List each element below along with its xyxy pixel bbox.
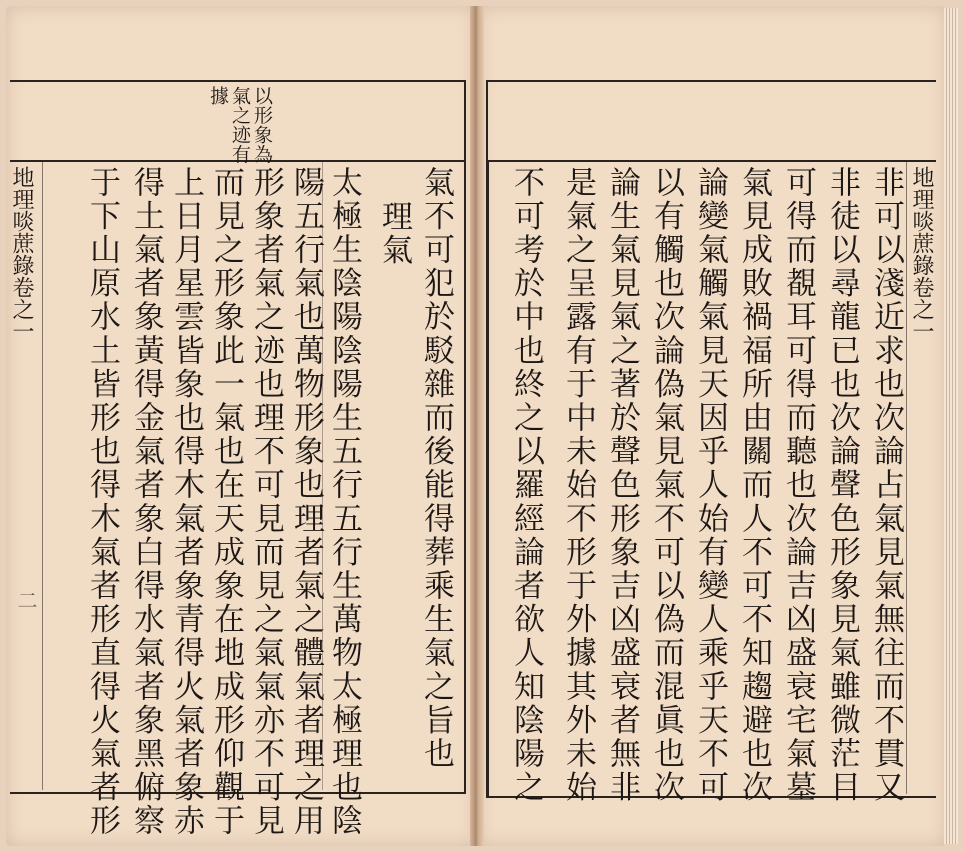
right-text-column-4: 氣見成敗禍福所由關而人不可不知趨避也次 (736, 166, 772, 805)
left-text-column-4: 陽五行氣也萬物形象也理者氣之體氣者理之用 (288, 166, 324, 838)
right-text-column-5: 論變氣觸氣見天因乎人始有變人乘乎天不可 (692, 166, 728, 805)
left-text-column-3: 太極生陰陽陰陽生五行五行生萬物太極理也陰 (326, 166, 362, 838)
right-text-column-9: 不可考於中也終之以羅經論者欲人知陰陽之 (508, 166, 544, 805)
left-folio-number: 二 (14, 590, 38, 610)
page-edges (944, 8, 958, 844)
left-text-column-1: 氣不可犯於駁雜而後能得葬乘生氣之旨也 (418, 166, 454, 771)
right-col-divider (906, 160, 907, 794)
left-text-column-9: 于下山原水土皆形也得木氣者形直得火氣者形 (84, 166, 120, 838)
right-text-column-1: 非可以淺近求也次論占氣見氣無往而不貫又 (868, 166, 904, 805)
right-text-column-6: 以有觸也次論偽氣見氣不可以偽而混眞也次 (648, 166, 684, 805)
right-text-column-8: 是氣之呈露有于中未始不形于外據其外未始 (560, 166, 596, 805)
left-text-column-6: 而見之形象此一氣也在天成象在地成形仰觀于 (208, 166, 244, 838)
right-text-column-2: 非徒以尋龍已也次論聲色形象見氣雖微茫目 (824, 166, 860, 805)
right-left-border (486, 160, 489, 796)
left-annotation-line-1: 以形象為 (251, 86, 273, 164)
book-gutter (470, 6, 484, 846)
section-heading: 理氣 (376, 200, 412, 268)
right-text-column-7: 論生氣見氣之著於聲色形象吉凶盛衰者無非 (604, 166, 640, 805)
left-center-title: 地理啖蔗錄卷之一 (9, 166, 34, 342)
left-text-column-5: 形象者氣之迹也理不可見而見之氣氣亦不可見 (248, 166, 284, 838)
left-text-column-7: 上日月星雲皆象也得木氣者象青得火氣者象赤 (168, 166, 204, 838)
left-text-column-8: 得土氣者象黃得金氣者象白得水氣者象黑俯察 (128, 166, 164, 838)
left-col-divider (42, 160, 43, 790)
left-annotation-line-3: 據 (207, 86, 229, 106)
right-text-column-3: 可得而覩耳可得而聽也次論吉凶盛衰宅氣墓 (780, 166, 816, 805)
left-annotation-line-2: 氣之迹有 (229, 86, 251, 164)
right-header-rule (486, 160, 936, 162)
right-center-title: 地理啖蔗錄卷之一 (909, 166, 934, 342)
